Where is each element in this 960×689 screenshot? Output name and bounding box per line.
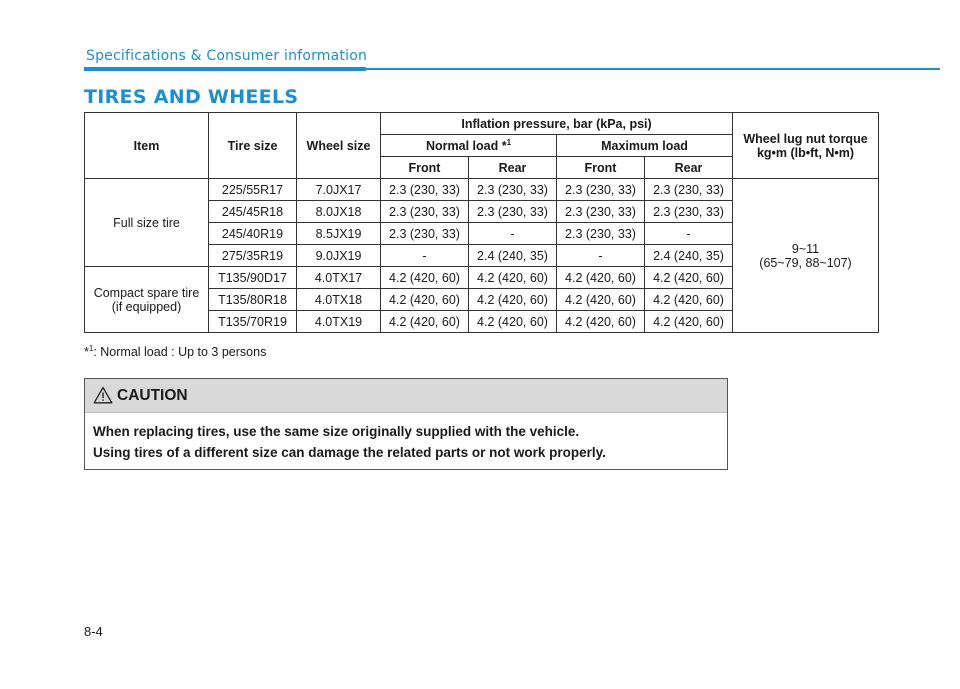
caution-line: Using tires of a different size can damage the related parts or not work properly. xyxy=(93,445,606,460)
normal-rear-cell: 4.2 (420, 60) xyxy=(469,311,557,333)
header-wheel-size: Wheel size xyxy=(297,113,381,179)
max-rear-cell: 4.2 (420, 60) xyxy=(645,289,733,311)
max-rear-cell: 4.2 (420, 60) xyxy=(645,311,733,333)
page-number: 8-4 xyxy=(84,624,103,639)
max-front-cell: 4.2 (420, 60) xyxy=(557,311,645,333)
table-row xyxy=(85,179,879,201)
max-front-cell: 2.3 (230, 33) xyxy=(557,201,645,223)
warning-triangle-icon xyxy=(93,386,113,404)
tire-size-cell: 245/45R18 xyxy=(209,201,297,223)
max-rear-cell: 2.3 (230, 33) xyxy=(645,179,733,201)
group-compact-spare-tire xyxy=(85,267,209,333)
max-rear-cell: 2.3 (230, 33) xyxy=(645,201,733,223)
tire-size-cell: 275/35R19 xyxy=(209,245,297,267)
header-normal-load: Normal load *$^1$ xyxy=(381,135,557,157)
normal-front-cell: 4.2 (420, 60) xyxy=(381,289,469,311)
footnote: *$^1$: Normal load : Up to 3 persons xyxy=(84,343,267,359)
page-heading: TIRES AND WHEELS xyxy=(84,86,299,108)
header-row xyxy=(85,113,879,135)
header-torque-line2: kg•m (lb•ft, N•m) xyxy=(756,145,855,160)
torque-value-line2: (65~79, 88~107) xyxy=(759,255,852,270)
normal-front-cell: 4.2 (420, 60) xyxy=(381,267,469,289)
footnote-number: 1 xyxy=(88,343,94,353)
group-compact-label-line2: (if equipped) xyxy=(111,299,182,314)
header-max-front: Front xyxy=(557,157,645,179)
group-full-size-tire: Full size tire xyxy=(85,179,209,267)
normal-front-cell: 4.2 (420, 60) xyxy=(381,311,469,333)
wheel-size-cell: 8.0JX18 xyxy=(297,201,381,223)
header-inflation-pressure: Inflation pressure, bar (kPa, psi) xyxy=(381,113,733,135)
tire-size-cell: T135/80R18 xyxy=(209,289,297,311)
max-rear-cell: - xyxy=(645,223,733,245)
footnote-text: : Normal load : Up to 3 persons xyxy=(93,345,267,359)
header-torque-line1: Wheel lug nut torque xyxy=(743,131,868,146)
wheel-size-cell: 4.0TX17 xyxy=(297,267,381,289)
wheel-size-cell: 4.0TX18 xyxy=(297,289,381,311)
caution-body xyxy=(85,413,727,463)
normal-rear-cell: 4.2 (420, 60) xyxy=(469,267,557,289)
tire-spec-table xyxy=(84,112,879,333)
header-rule-thick xyxy=(84,67,366,71)
normal-rear-cell: 2.3 (230, 33) xyxy=(469,179,557,201)
normal-front-cell: - xyxy=(381,245,469,267)
caution-header xyxy=(85,379,727,413)
max-front-cell: - xyxy=(557,245,645,267)
torque-value-cell xyxy=(733,179,879,333)
max-rear-cell: 4.2 (420, 60) xyxy=(645,267,733,289)
max-front-cell: 4.2 (420, 60) xyxy=(557,289,645,311)
normal-rear-cell: 2.4 (240, 35) xyxy=(469,245,557,267)
normal-front-cell: 2.3 (230, 33) xyxy=(381,223,469,245)
header-normal-front: Front xyxy=(381,157,469,179)
max-rear-cell: 2.4 (240, 35) xyxy=(645,245,733,267)
normal-rear-cell: - xyxy=(469,223,557,245)
header-normal-rear: Rear xyxy=(469,157,557,179)
group-compact-label-line1: Compact spare tire xyxy=(93,285,200,300)
wheel-size-cell: 7.0JX17 xyxy=(297,179,381,201)
tire-size-cell: T135/90D17 xyxy=(209,267,297,289)
section-header xyxy=(84,44,940,74)
wheel-size-cell: 4.0TX19 xyxy=(297,311,381,333)
normal-front-cell: 2.3 (230, 33) xyxy=(381,179,469,201)
max-front-cell: 2.3 (230, 33) xyxy=(557,179,645,201)
tire-size-cell: 245/40R19 xyxy=(209,223,297,245)
normal-rear-cell: 2.3 (230, 33) xyxy=(469,201,557,223)
footnote-marker: 1 xyxy=(506,137,512,147)
caution-line: When replacing tires, use the same size originally supplied with the vehicle. xyxy=(93,424,580,439)
wheel-size-cell: 9.0JX19 xyxy=(297,245,381,267)
max-front-cell: 2.3 (230, 33) xyxy=(557,223,645,245)
caution-box xyxy=(84,378,728,470)
wheel-size-cell: 8.5JX19 xyxy=(297,223,381,245)
header-lug-nut-torque xyxy=(733,113,879,179)
normal-front-cell: 2.3 (230, 33) xyxy=(381,201,469,223)
caution-title: CAUTION xyxy=(117,387,188,404)
max-front-cell: 4.2 (420, 60) xyxy=(557,267,645,289)
header-rule-thin xyxy=(366,68,940,70)
header-tire-size: Tire size xyxy=(209,113,297,179)
normal-rear-cell: 4.2 (420, 60) xyxy=(469,289,557,311)
torque-value-line1: 9~11 xyxy=(791,241,820,256)
tire-size-cell: 225/55R17 xyxy=(209,179,297,201)
section-title: Specifications & Consumer information xyxy=(86,48,368,64)
tire-size-cell: T135/70R19 xyxy=(209,311,297,333)
header-max-rear: Rear xyxy=(645,157,733,179)
header-item: Item xyxy=(85,113,209,179)
header-maximum-load: Maximum load xyxy=(557,135,733,157)
